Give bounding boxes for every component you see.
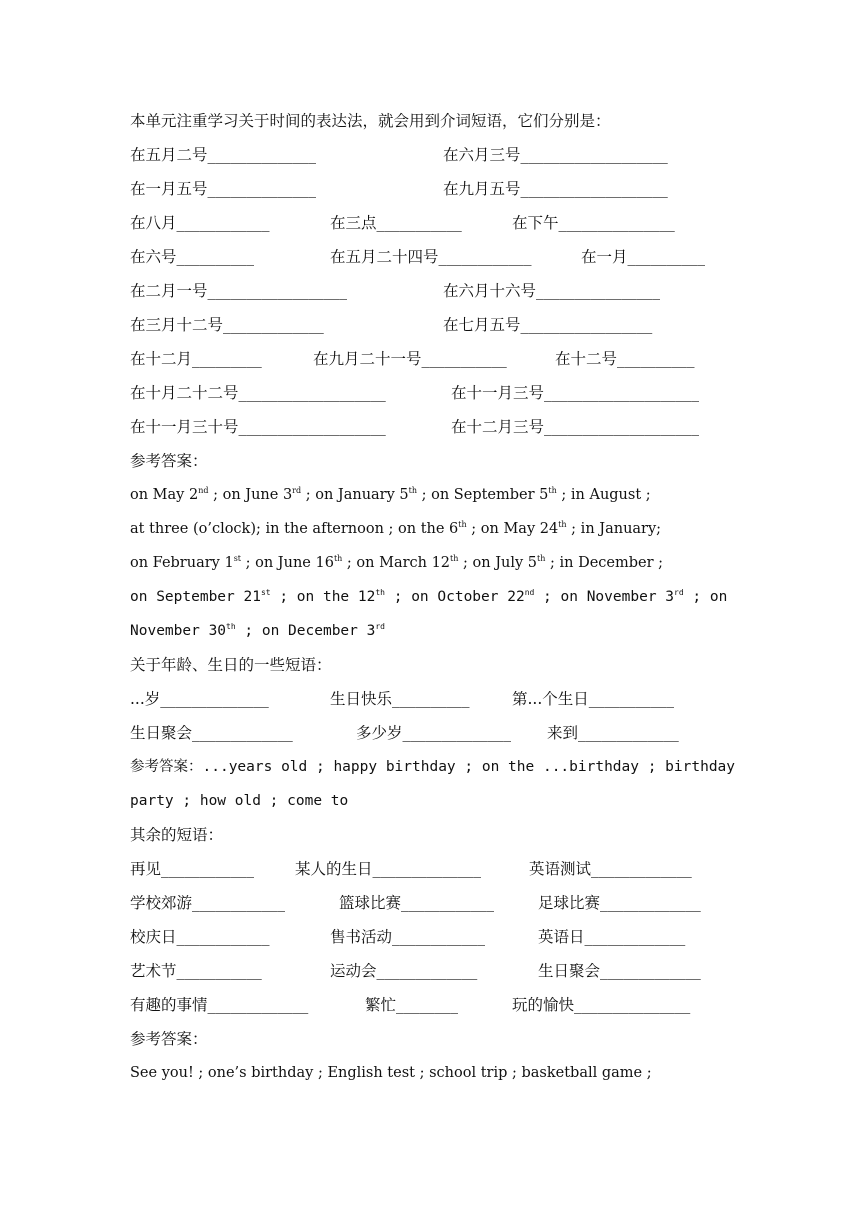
ordinal-suffix: th bbox=[458, 520, 467, 529]
answer-line bbox=[130, 614, 385, 648]
answer-text: ; on May 24 bbox=[466, 521, 559, 537]
ordinal-suffix: th bbox=[408, 486, 418, 495]
ordinal-suffix: th bbox=[333, 554, 343, 563]
ordinal-suffix: th bbox=[375, 588, 385, 597]
fill-blank[interactable]: 在二月一号__________________ bbox=[130, 282, 348, 300]
answer-text: ; on June 3 bbox=[208, 487, 293, 503]
section-title-age: 关于年龄、生日的一些短语： bbox=[130, 656, 332, 674]
fill-blank[interactable]: 运动会_____________ bbox=[330, 962, 478, 980]
answer-text: ; on December 3 bbox=[235, 623, 376, 639]
answer-text: on May 2 bbox=[130, 487, 199, 503]
fill-blank[interactable]: 在六月十六号________________ bbox=[443, 282, 661, 300]
answer-text: ; on January 5 bbox=[301, 487, 409, 503]
answer-text: ; on November 3 bbox=[534, 589, 675, 605]
fill-blank[interactable]: 生日快乐__________ bbox=[330, 690, 470, 708]
answer-text: ; on September 5 bbox=[417, 487, 549, 503]
fill-blank[interactable]: 在七月五号_________________ bbox=[443, 316, 653, 334]
ordinal-suffix: rd bbox=[292, 486, 302, 495]
fill-blank[interactable]: 在一月__________ bbox=[581, 248, 706, 266]
answer-text: ; on the 12 bbox=[270, 589, 376, 605]
answer-text: ; in August ; bbox=[556, 487, 651, 503]
fill-blank[interactable]: 有趣的事情_____________ bbox=[130, 996, 309, 1014]
answer-text: November 30 bbox=[130, 623, 227, 639]
fill-blank[interactable]: 在一月五号______________ bbox=[130, 180, 317, 198]
fill-blank[interactable]: 生日聚会_____________ bbox=[130, 724, 293, 742]
fill-blank[interactable]: 在九月五号___________________ bbox=[443, 180, 668, 198]
fill-blank[interactable]: 在九月二十一号___________ bbox=[313, 350, 507, 368]
fill-blank[interactable]: 在十二月三号____________________ bbox=[451, 418, 700, 436]
fill-blank[interactable]: 第...个生日___________ bbox=[512, 690, 675, 708]
fill-blank[interactable]: 英语日_____________ bbox=[538, 928, 686, 946]
answer-line bbox=[130, 478, 651, 512]
fill-blank[interactable]: 在十一月三号____________________ bbox=[451, 384, 700, 402]
answer-text: ; on June 16 bbox=[241, 555, 334, 571]
ordinal-suffix: th bbox=[226, 622, 236, 631]
answer-text: ; on bbox=[683, 589, 728, 605]
fill-blank[interactable]: 在八月____________ bbox=[130, 214, 270, 232]
intro-text: 本单元注重学习关于时间的表达法，就会用到介词短语，它们分别是： bbox=[130, 112, 611, 130]
fill-blank[interactable]: 在五月二十四号____________ bbox=[330, 248, 532, 266]
fill-blank[interactable]: 玩的愉快_______________ bbox=[512, 996, 691, 1014]
answer-text: at three (o’clock); in the afternoon ; on the 6 bbox=[130, 521, 459, 537]
answer-line bbox=[130, 580, 727, 614]
answer-line: party ; how old ; come to bbox=[130, 793, 349, 809]
fill-blank[interactable]: ...岁______________ bbox=[130, 690, 269, 708]
fill-blank[interactable]: 篮球比赛____________ bbox=[339, 894, 495, 912]
ordinal-suffix: st bbox=[260, 588, 271, 597]
fill-blank[interactable]: 多少岁______________ bbox=[356, 724, 512, 742]
fill-blank[interactable]: 在下午_______________ bbox=[512, 214, 675, 232]
fill-blank[interactable]: 在十二月_________ bbox=[130, 350, 262, 368]
fill-blank[interactable]: 在三月十二号_____________ bbox=[130, 316, 324, 334]
ordinal-suffix: nd bbox=[198, 486, 209, 495]
answer-text: on February 1 bbox=[130, 555, 234, 571]
answer-text: ; in January; bbox=[566, 521, 662, 537]
fill-blank[interactable]: 再见____________ bbox=[130, 860, 255, 878]
ordinal-suffix: rd bbox=[674, 588, 684, 597]
fill-blank[interactable]: 某人的生日______________ bbox=[295, 860, 482, 878]
fill-blank[interactable]: 生日聚会_____________ bbox=[538, 962, 701, 980]
fill-blank[interactable]: 在十月二十二号___________________ bbox=[130, 384, 386, 402]
answer-text: ; on October 22 bbox=[385, 589, 525, 605]
fill-blank[interactable]: 学校郊游____________ bbox=[130, 894, 286, 912]
fill-blank[interactable]: 在三点___________ bbox=[330, 214, 462, 232]
answer-line: See you! ; one’s birthday ; English test ; school trip ; basketball game ; bbox=[130, 1065, 652, 1081]
answer-text: on September 21 bbox=[130, 589, 261, 605]
ordinal-suffix: th bbox=[548, 486, 557, 495]
fill-blank[interactable]: 售书活动____________ bbox=[330, 928, 486, 946]
fill-blank[interactable]: 足球比赛_____________ bbox=[538, 894, 701, 912]
fill-blank[interactable]: 在五月二号______________ bbox=[130, 146, 317, 164]
fill-blank[interactable]: 来到_____________ bbox=[547, 724, 679, 742]
fill-blank[interactable]: 校庆日____________ bbox=[130, 928, 270, 946]
fill-blank[interactable]: 在十二号__________ bbox=[555, 350, 695, 368]
ordinal-suffix: th bbox=[537, 554, 546, 563]
fill-blank[interactable]: 艺术节___________ bbox=[130, 962, 262, 980]
answer-text: ; in December ; bbox=[545, 555, 664, 571]
fill-blank[interactable]: 在六号__________ bbox=[130, 248, 255, 266]
answer-text: ; on July 5 bbox=[458, 555, 538, 571]
fill-blank[interactable]: 繁忙________ bbox=[365, 996, 459, 1014]
ordinal-suffix: th bbox=[450, 554, 459, 563]
fill-blank[interactable]: 英语测试_____________ bbox=[529, 860, 692, 878]
ordinal-suffix: th bbox=[558, 520, 567, 529]
section-title-other: 其余的短语： bbox=[130, 826, 224, 844]
fill-blank[interactable]: 在十一月三十号___________________ bbox=[130, 418, 386, 436]
ordinal-suffix: rd bbox=[375, 622, 385, 631]
fill-blank[interactable]: 在六月三号___________________ bbox=[443, 146, 668, 164]
ordinal-suffix: st bbox=[233, 554, 242, 563]
answer-text: ; on March 12 bbox=[342, 555, 451, 571]
answer-label: 参考答案： bbox=[130, 452, 208, 470]
answer-label: 参考答案： bbox=[130, 1030, 208, 1048]
answer-line bbox=[130, 546, 663, 580]
ordinal-suffix: nd bbox=[524, 588, 535, 597]
answer-line bbox=[130, 512, 661, 546]
answer-line: 参考答案：...years old ; happy birthday ; on the ...birthday ; birthday bbox=[130, 759, 736, 775]
